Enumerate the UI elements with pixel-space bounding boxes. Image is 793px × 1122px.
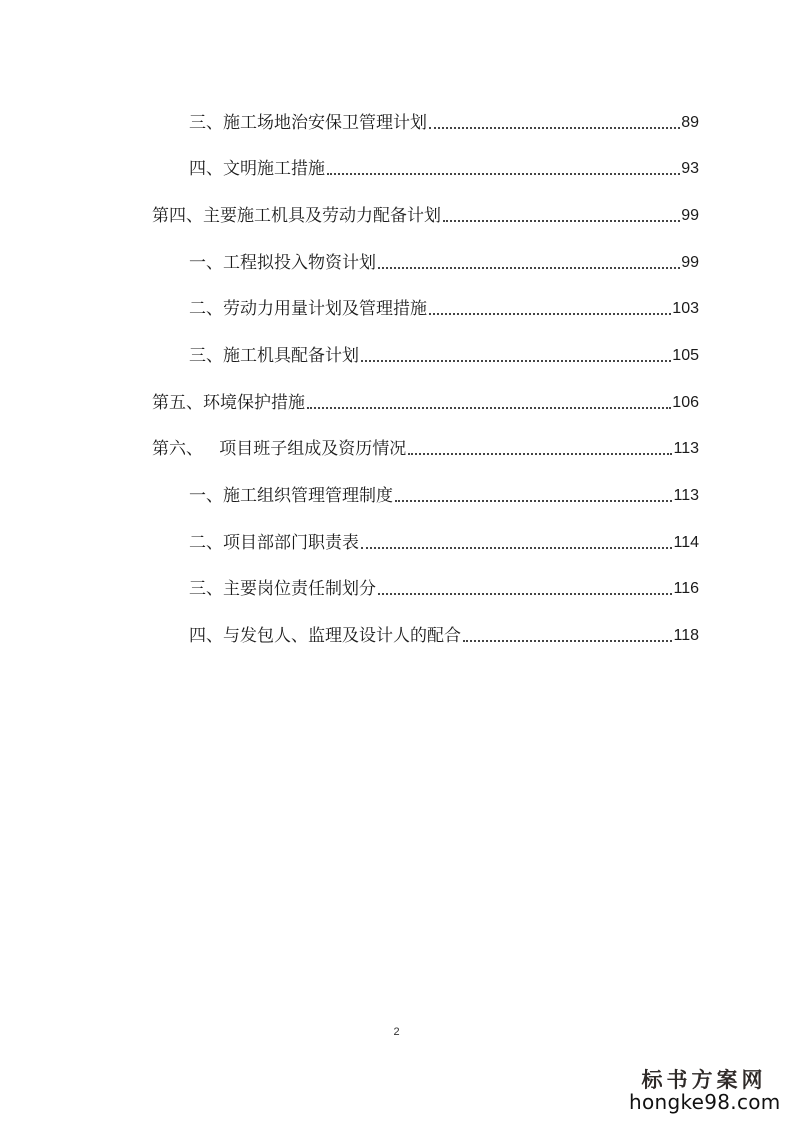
toc-entry[interactable] (152, 199, 699, 227)
toc-entry-title: 三、施工场地治安保卫管理计划 (189, 113, 427, 133)
dot-leader (408, 447, 672, 455)
toc-entry[interactable] (189, 526, 699, 554)
toc-entry-title: 二、劳动力用量计划及管理措施 (189, 299, 427, 319)
dot-leader (429, 307, 671, 315)
toc-entry-title: 三、主要岗位责任制划分 (189, 579, 376, 599)
toc-entry[interactable] (152, 432, 699, 460)
dot-leader (361, 354, 671, 362)
dot-leader (378, 587, 672, 595)
toc-entry-title: 一、施工组织管理管理制度 (189, 486, 393, 506)
dot-leader (307, 401, 671, 409)
toc-entry-title: 四、文明施工措施 (189, 159, 325, 179)
toc-entry-title: 三、施工机具配备计划 (189, 346, 359, 366)
watermark-logo (629, 1069, 779, 1112)
dot-leader (361, 541, 672, 549)
toc-entry-page: 114 (673, 534, 699, 551)
toc-entry-title: 第六、 项目班子组成及资历情况 (152, 439, 407, 459)
toc-entry[interactable] (189, 292, 699, 320)
toc-entry-page: 89 (681, 114, 699, 131)
dot-leader (378, 261, 680, 269)
toc-entry[interactable] (189, 152, 699, 180)
toc-entry-page: 99 (681, 254, 699, 271)
toc-entry[interactable] (189, 246, 699, 274)
toc-entry-page: 103 (672, 300, 699, 317)
dot-leader (463, 634, 672, 642)
toc-entry-title: 第五、环境保护措施 (152, 393, 305, 413)
toc-entry-page: 118 (673, 627, 699, 644)
toc-entry-page: 116 (673, 580, 699, 597)
toc-entry[interactable] (189, 106, 699, 134)
toc-entry[interactable] (189, 339, 699, 367)
toc-entry-page: 93 (681, 160, 699, 177)
toc-entry-title: 一、工程拟投入物资计划 (189, 253, 376, 273)
dot-leader (443, 214, 680, 222)
dot-leader (395, 494, 672, 502)
toc-entry-page: 106 (672, 394, 699, 411)
toc-entry-title: 第四、主要施工机具及劳动力配备计划 (152, 206, 441, 226)
dot-leader (429, 121, 680, 129)
page-number: 2 (393, 1026, 400, 1038)
toc-entry[interactable] (189, 572, 699, 600)
toc-entry-page: 113 (673, 440, 699, 457)
toc-entry-page: 105 (672, 347, 699, 364)
dot-leader (327, 167, 680, 175)
toc-entry[interactable] (152, 386, 699, 414)
toc-entry[interactable] (189, 619, 699, 647)
toc-entry-title: 四、与发包人、监理及设计人的配合 (189, 626, 461, 646)
watermark-name: 标书方案网 (641, 1067, 767, 1092)
toc-entry-page: 99 (681, 207, 699, 224)
toc-entry-page: 113 (673, 487, 699, 504)
toc-entry-title: 二、项目部部门职责表 (189, 533, 359, 553)
toc-entry[interactable] (189, 479, 699, 507)
watermark-site: hongke98.com (629, 1090, 781, 1114)
